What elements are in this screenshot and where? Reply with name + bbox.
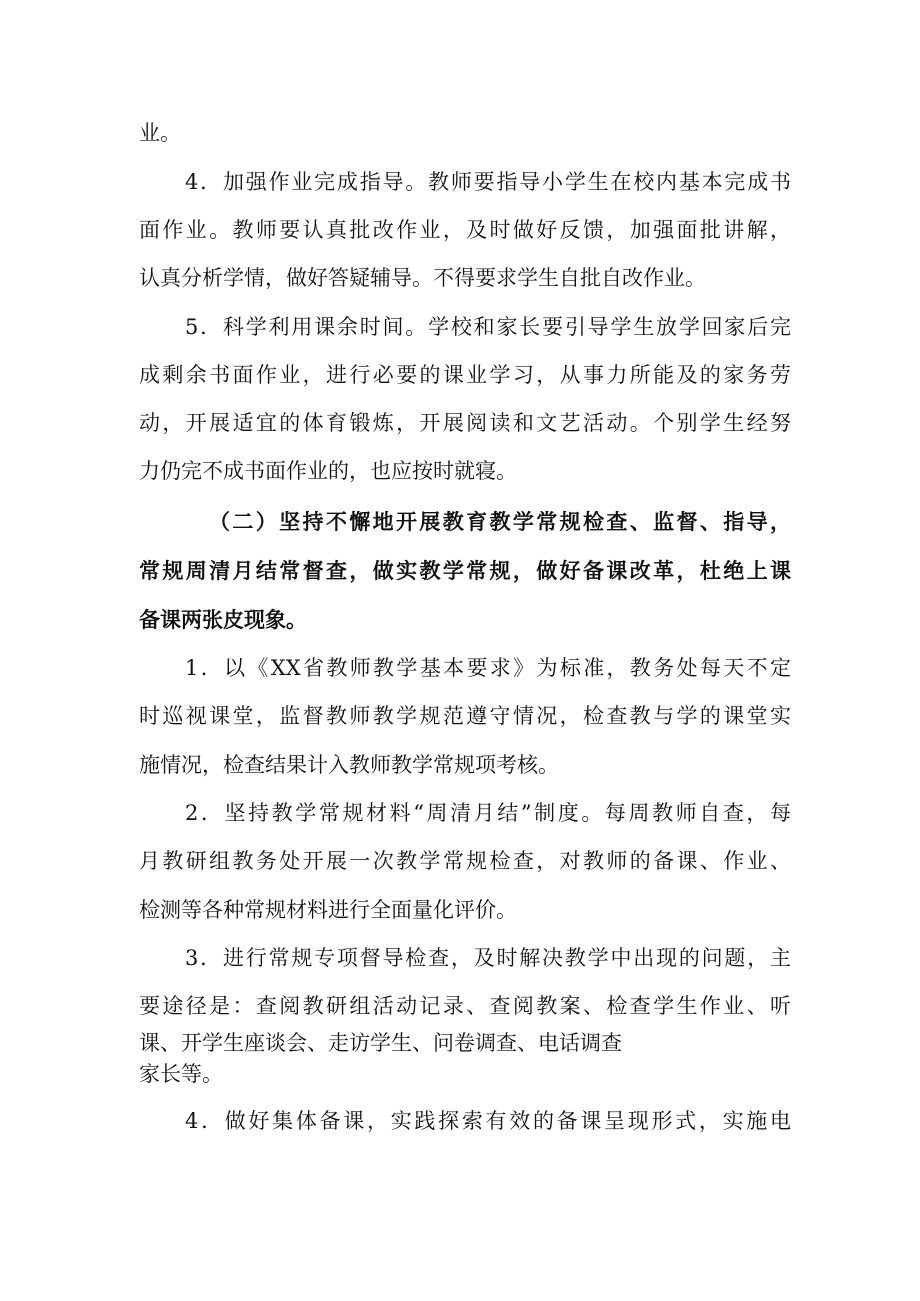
text-line-13: 时巡视课堂，监督教师教学规范遵守情况，检查教与学的课堂实 <box>139 704 791 728</box>
text-line-12: 1．以《XX省教师教学基本要求》为标准，教务处每天不定 <box>185 656 791 680</box>
text-line-1: 业。 <box>139 121 181 145</box>
text-line-15: 2．坚持教学常规材料“周清月结”制度。每周教师自查，每 <box>185 801 791 825</box>
text-line-16: 月教研组教务处开展一次教学常规检查，对教师的备课、作业、 <box>139 849 791 873</box>
text-line-3: 面作业。教师要认真批改作业，及时做好反馈，加强面批讲解， <box>139 218 791 242</box>
text-line-22: 4．做好集体备课，实践探索有效的备课呈现形式，实施电 <box>185 1109 791 1133</box>
text-line-18: 3．进行常规专项督导检查，及时解决教学中出现的问题，主 <box>185 946 791 970</box>
text-line-21: 家长等。 <box>139 1062 223 1086</box>
text-line-2: 4．加强作业完成指导。教师要指导小学生在校内基本完成书 <box>185 170 791 194</box>
section-heading-line-1: （二）坚持不懈地开展教育教学常规检查、监督、指导， <box>209 509 791 534</box>
text-line-8: 力仍完不成书面作业的，也应按时就寝。 <box>139 459 517 483</box>
text-line-6: 成剩余书面作业，进行必要的课业学习，从事力所能及的家务劳 <box>139 363 791 387</box>
text-line-20: 课、开学生座谈会、走访学生、问卷调查、电话调查 <box>139 1031 622 1055</box>
text-line-17: 检测等各种常规材料进行全面量化评价。 <box>139 898 517 922</box>
section-heading-line-2: 常规周清月结常督查，做实教学常规，做好备课改革，杜绝上课 <box>139 558 791 583</box>
text-line-7: 动，开展适宜的体育锻炼，开展阅读和文艺活动。个别学生经努 <box>139 411 791 435</box>
text-line-5: 5．科学利用课余时间。学校和家长要引导学生放学回家后完 <box>185 315 791 339</box>
text-line-19: 要途径是：查阅教研组活动记录、查阅教案、检查学生作业、听 <box>139 994 791 1018</box>
text-line-14: 施情况，检查结果计入教师教学常规项考核。 <box>139 753 559 777</box>
text-line-4: 认真分析学情，做好答疑辅导。不得要求学生自批自改作业。 <box>139 266 706 290</box>
section-heading-line-3: 备课两张皮现象。 <box>139 607 307 632</box>
